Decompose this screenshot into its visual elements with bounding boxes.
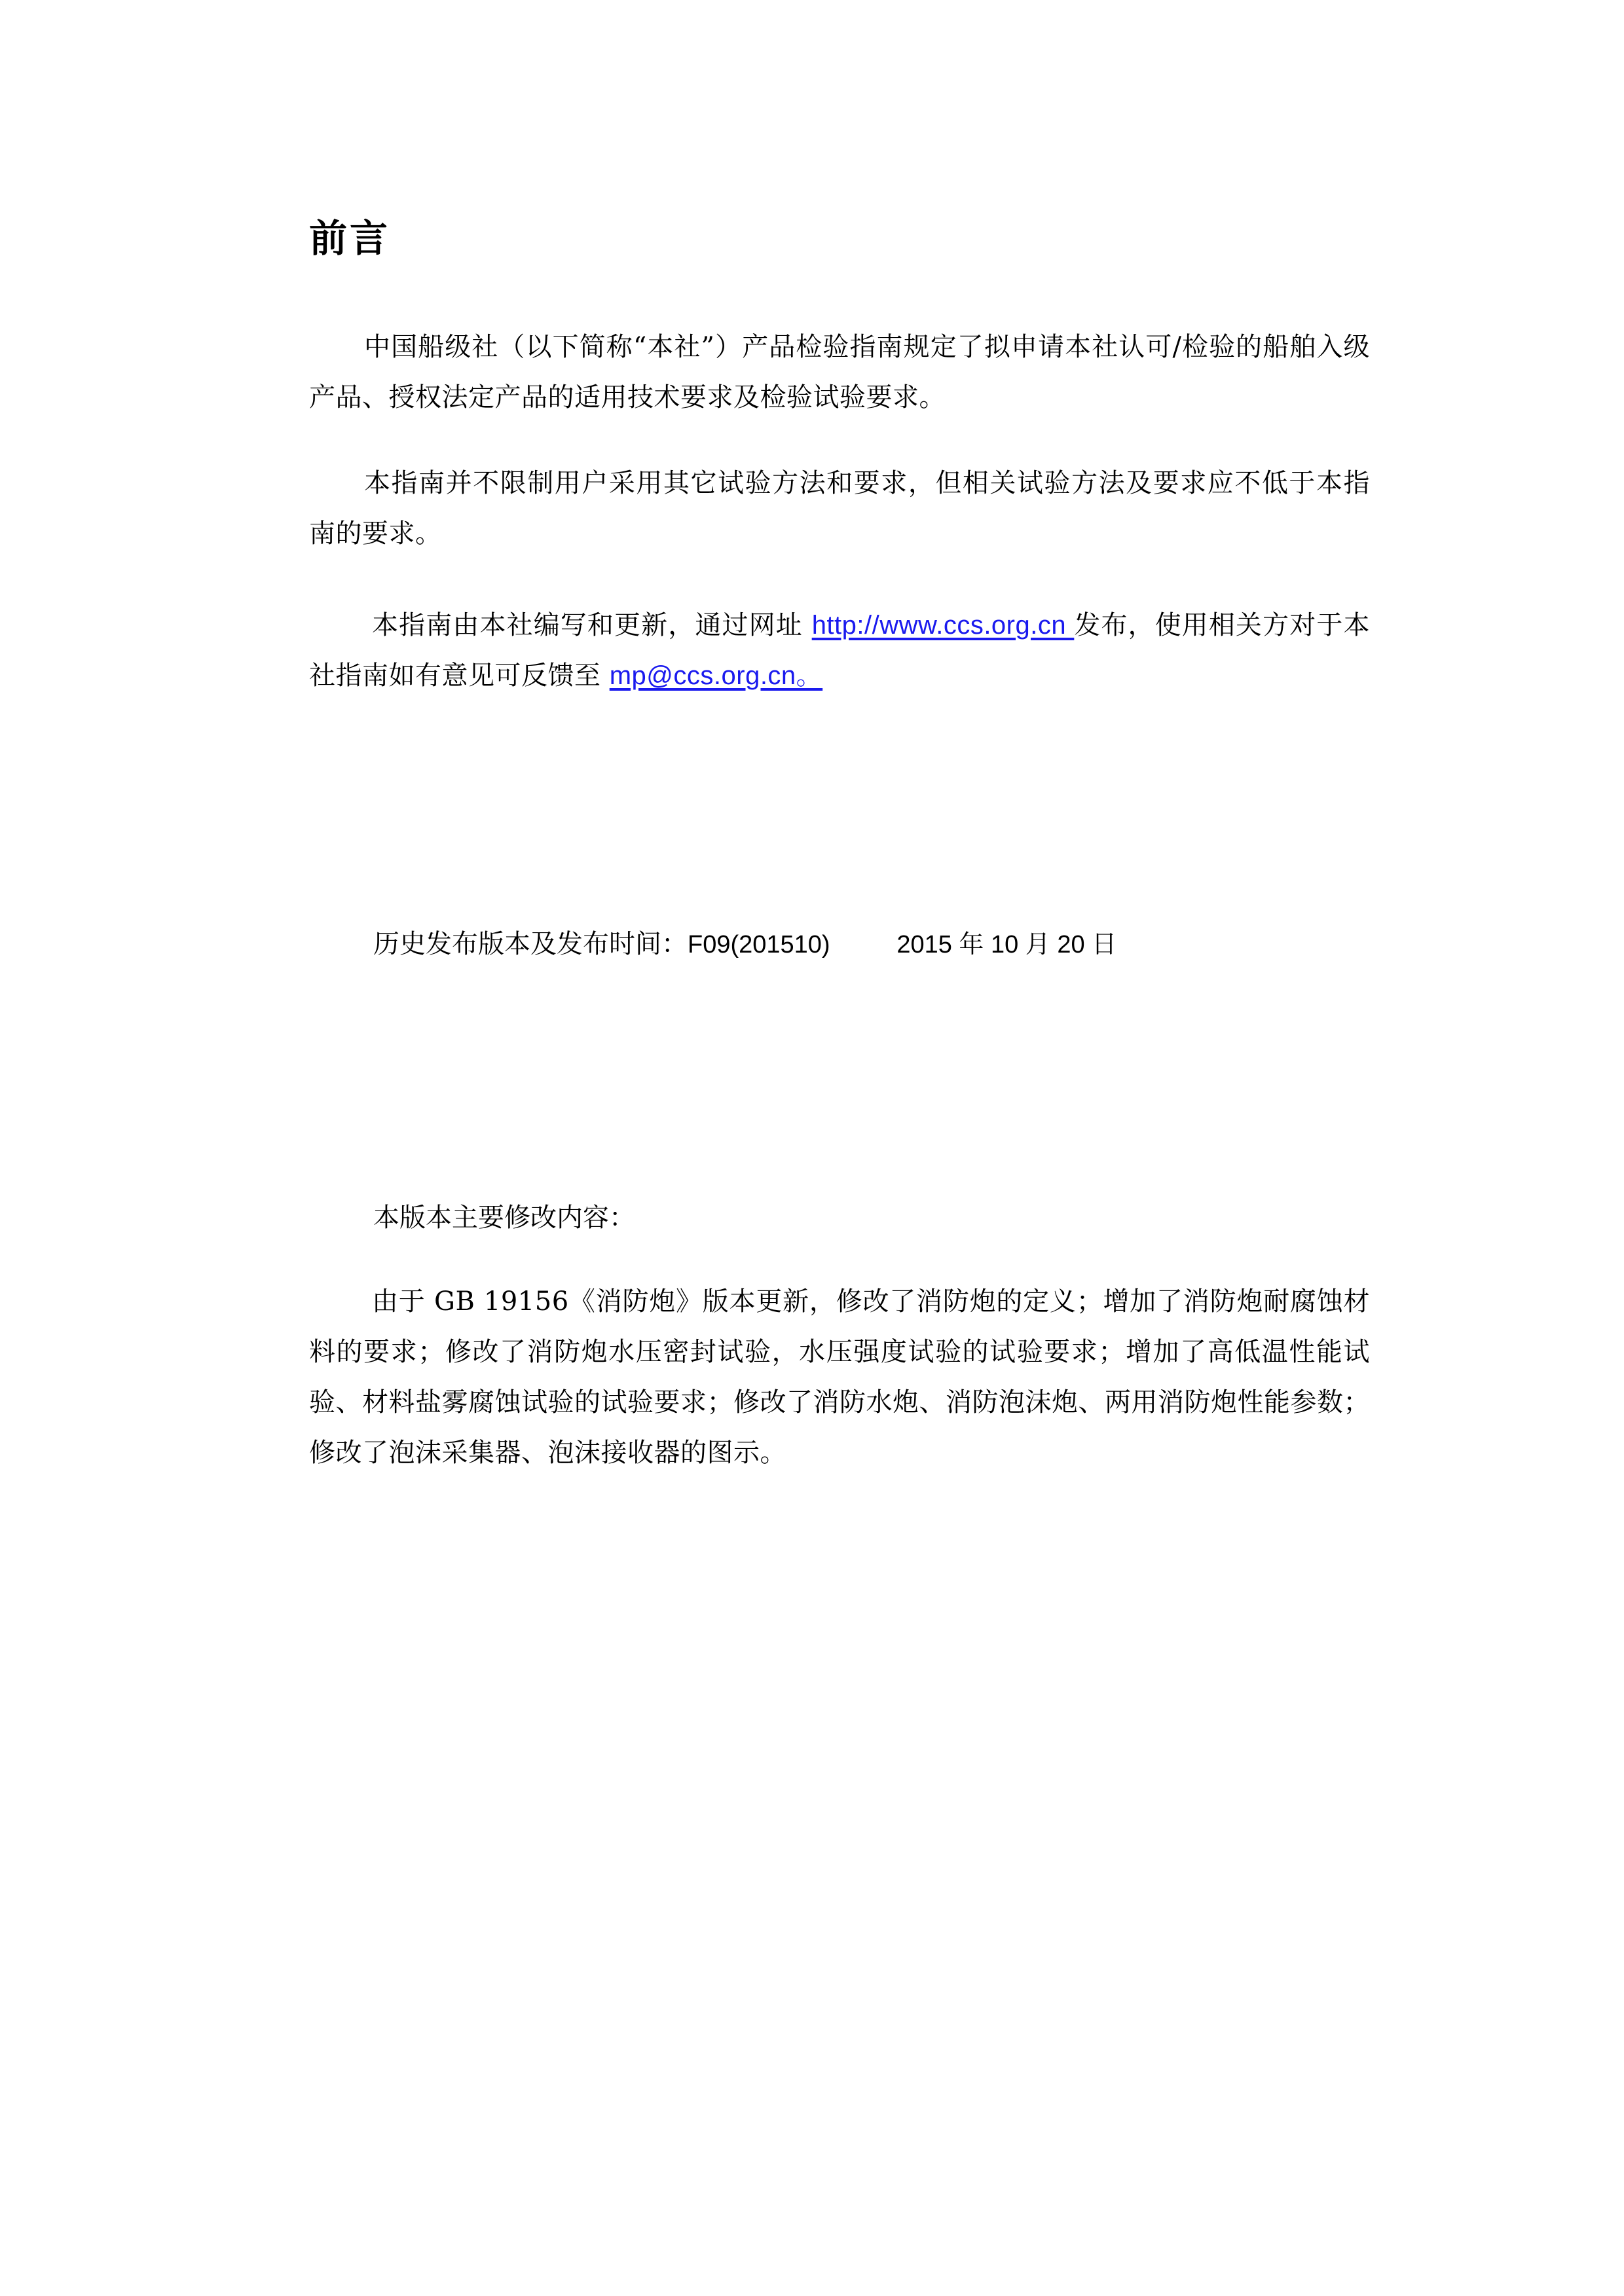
website-link[interactable]: http://www.ccs.org.cn <box>811 611 1075 640</box>
publish-text-after: 发布，使用相关方对于本社指南如有意见可反馈至 <box>309 610 1370 691</box>
page-title: 前言 <box>309 216 391 261</box>
publish-paragraph <box>309 600 1370 701</box>
feedback-email-link[interactable]: mp@ccs.org.cn。 <box>609 661 823 690</box>
release-history <box>373 919 1116 970</box>
release-date: 2015 年 10 月 20 日 <box>896 931 1117 958</box>
intro-paragraph: 中国船级社（以下简称“本社”）产品检验指南规定了拟申请本社认可/检验的船舶入级产品、授权法定产品的适用技术要求及检验试验要求。 <box>309 332 1370 412</box>
version-code: F09(201510) <box>688 931 830 958</box>
publish-text-before: 本指南由本社编写和更新，通过网址 <box>372 610 812 640</box>
changes-paragraph: 由于 GB 19156《消防炮》版本更新，修改了消防炮的定义；增加了消防炮耐腐蚀材料的要求；修改了消防炮水压密封试验，水压强度试验的试验要求；增加了高低温性能试验、材料盐雾腐蚀试验的试验要求；修改了消防水炮、消防泡沫炮、两用消防炮性能参数；修改了泡沫采集器、泡沫接收器的图示。 <box>309 1286 1370 1468</box>
changes-heading: 本版本主要修改内容： <box>373 1203 635 1233</box>
scope-paragraph: 本指南并不限制用户采用其它试验方法和要求，但相关试验方法及要求应不低于本指南的要求。 <box>309 468 1370 549</box>
history-label: 历史发布版本及发布时间： <box>373 929 688 959</box>
